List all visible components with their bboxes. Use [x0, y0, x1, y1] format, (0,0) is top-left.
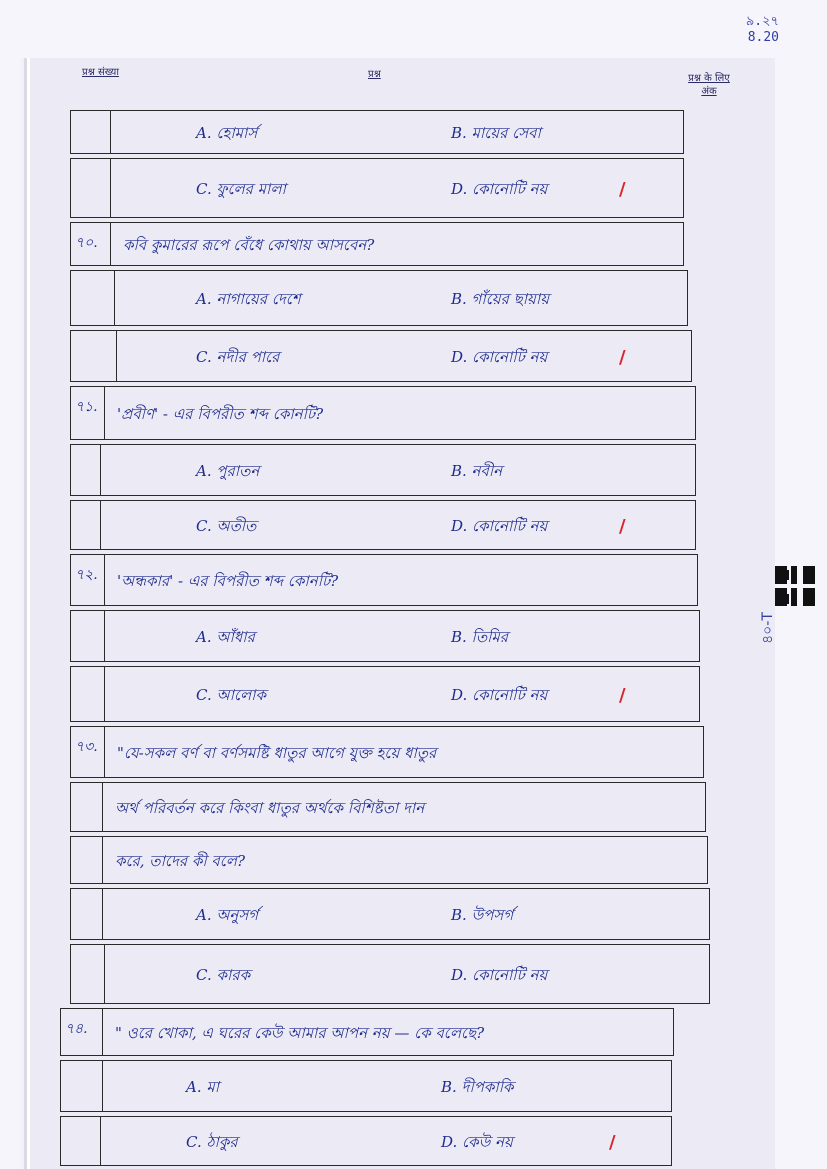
header-marks: प्रश्न के लिए अंक	[688, 73, 730, 97]
option-left: C. নদীর পারে	[196, 348, 280, 366]
question-number	[71, 945, 105, 1003]
option-right: D. কোনোটি নয়	[451, 686, 548, 704]
option-left: A. মা	[186, 1078, 220, 1096]
question-number: ৭০.	[71, 223, 111, 265]
question-number	[71, 111, 111, 153]
question-text: "যে-সকল বর্ণ বা বর্ণসমষ্টি ধাতুর আগে যুক্ত হয়ে ধাতুর	[117, 744, 437, 762]
question-number	[71, 501, 101, 549]
option-right: B. নবীন	[451, 462, 503, 480]
question-row	[70, 554, 698, 606]
option-left: A. হোমার্স	[196, 124, 258, 142]
option-left: C. ফুলের মালা	[196, 180, 286, 198]
option-right: B. উপসর্গ	[451, 906, 514, 924]
header-question-number: प्रश्न संख्या	[82, 67, 119, 78]
question-number: ৭২.	[71, 555, 105, 605]
options-row	[70, 500, 696, 550]
options-row	[70, 610, 700, 662]
question-row	[70, 726, 704, 778]
option-left: C. আলোক	[196, 686, 267, 704]
question-text: 'অন্ধকার' - এর বিপরীত শব্দ কোনটি?	[117, 572, 339, 590]
question-text: অর্থ পরিবর্তন করে কিংবা ধাতুর অর্থকে বিশিষ্টতা দান	[115, 799, 425, 817]
options-row	[70, 888, 710, 940]
option-right: D. কোনোটি নয়	[451, 966, 548, 984]
question-text: " ওরে খোকা, এ ঘরের কেউ আমার আপন নয় — কে বলেছে?	[115, 1024, 485, 1042]
question-number	[71, 611, 105, 661]
question-row	[70, 386, 696, 440]
corner-note-line-1: ৯.২৭	[745, 14, 779, 29]
option-left: A. আঁধার	[196, 628, 255, 646]
option-right: D. কোনোটি নয়	[451, 348, 548, 366]
option-left: C. অতীত	[196, 517, 257, 535]
option-left: A. নাগায়ের দেশে	[196, 290, 301, 308]
corner-note	[746, 14, 779, 46]
question-text: করে, তাদের কী বলে?	[115, 852, 245, 870]
question-row	[70, 222, 684, 266]
option-right: D. কোনোটি নয়	[451, 180, 548, 198]
question-number	[71, 837, 103, 883]
options-row	[60, 1116, 672, 1166]
question-row	[70, 782, 706, 832]
question-number	[61, 1061, 103, 1111]
question-number	[71, 159, 111, 217]
question-number	[71, 271, 115, 325]
question-text: কবি কুমারের রূপে বেঁধে কোথায় আসবেন?	[123, 236, 375, 254]
question-text: 'প্রবীণ' - এর বিপরীত শব্দ কোনটি?	[117, 405, 324, 423]
question-row	[60, 1008, 674, 1056]
option-right: B. দীপকাকি	[441, 1078, 514, 1096]
option-left: C. ঠাকুর	[186, 1133, 238, 1151]
answer-tick-mark: /	[619, 516, 626, 537]
question-number	[61, 1117, 101, 1165]
question-number: ৭১.	[71, 387, 105, 439]
options-row	[60, 1060, 672, 1112]
question-number: ৭৪.	[61, 1009, 103, 1055]
options-row	[70, 110, 684, 154]
question-row	[70, 836, 708, 884]
header-question: प्रश्न	[368, 69, 381, 80]
qr-code	[775, 566, 815, 606]
option-right: D. কেউ নয়	[441, 1133, 513, 1151]
options-row	[70, 158, 684, 218]
option-right: B. মায়ের সেবা	[451, 124, 541, 142]
answer-tick-mark: /	[619, 179, 626, 200]
question-number	[71, 889, 103, 939]
option-right: B. গাঁয়ের ছায়ায়	[451, 290, 550, 308]
options-row	[70, 444, 696, 496]
option-right: B. তিমির	[451, 628, 508, 646]
options-row	[70, 330, 692, 382]
answer-tick-mark: /	[619, 347, 626, 368]
options-row	[70, 944, 710, 1004]
option-left: C. কারক	[196, 966, 251, 984]
question-number	[71, 783, 103, 831]
answer-tick-mark: /	[619, 685, 626, 706]
option-left: A. অনুসর্গ	[196, 906, 259, 924]
question-number	[71, 445, 101, 495]
question-number	[71, 331, 117, 381]
answer-tick-mark: /	[609, 1132, 616, 1153]
option-left: A. পুরাতন	[196, 462, 260, 480]
option-right: D. কোনোটি নয়	[451, 517, 548, 535]
question-number: ৭৩.	[71, 727, 105, 777]
corner-note-line-2: 8.20	[747, 30, 779, 45]
side-note: ৪০-T	[759, 612, 776, 644]
options-row	[70, 270, 688, 326]
options-row	[70, 666, 700, 722]
question-number	[71, 667, 105, 721]
